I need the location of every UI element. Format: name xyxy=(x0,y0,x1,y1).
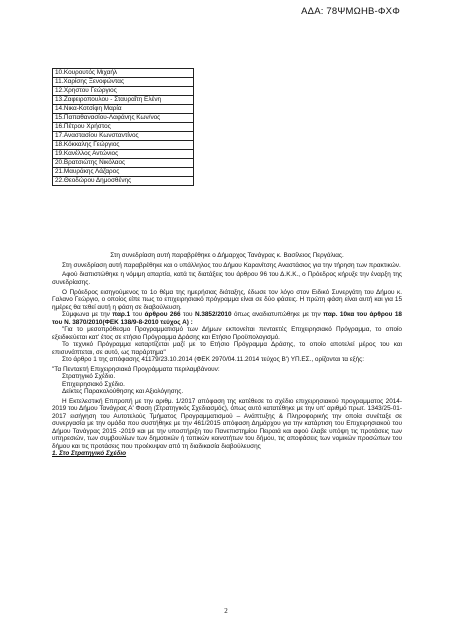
member-name: 11.Χαρίσης Ξενοφώντας xyxy=(53,78,194,87)
member-name: 15.Παπαθανασίου-Λαφάνης Κων/νος xyxy=(53,114,194,123)
paragraph-programmes-include: "Τα Πενταετή Επιχειρησιακά Προγράμματα περιλαμβάνουν: xyxy=(52,365,220,373)
table-row xyxy=(53,123,194,132)
paragraph-legal-basis: Σύμφωνα με την παρ.1 του άρθρου 266 του Ν.3852/2010 όπως αναδιατυπώθηκε με την παρ. 10κα του άρθρου 18 του Ν. 3870/2010(ΦΕΚ 138/9-8-2010 τεύχος Α) : xyxy=(52,311,402,326)
paragraph-mayor-present: Στη συνεδρίαση αυτή παραβρέθηκε ο Δήμαρχος Τανάγρας κ. Βασίλειος Περγάλιας. xyxy=(110,252,344,259)
member-name: 19.Κανέλλος Αντώνιος xyxy=(53,150,194,159)
section-heading: 1. Στο Στρατηγικό Σχέδιο xyxy=(52,450,127,458)
member-name: 21.Μαυράκης Λάζαρος xyxy=(53,168,194,177)
paragraph-employee-present: Στη συνεδρίαση αυτή παραβρέθηκε και ο υπάλληλος του Δήμου Καρανίτσης Αναστάσιος για την τήρηση των πρακτικών. xyxy=(62,261,401,269)
paragraph-introduction: Ο Πρόεδρος εισηγούμενος το 1ο θέμα της ημερήσιας διάταξης, έδωσε τον λόγο στον Ειδικό Συνεργάτη του Δήμου κ. Γαλανο Γεώργιο, ο οποίος είπε πως το επιχειρησιακό πρόγραμμα είναι σε δύο φάσεις. Η πρώτη φάση είναι αυτή και για 15 ημέρες θα τεθεί αυτή η φάση σε διαβούλευση. xyxy=(52,288,402,311)
paragraph-executive-committee: Η Εκτελεστική Επιτροπή με την αριθμ. 1/2017 απόφαση της κατέθεσε το σχέδιο επιχειρησιακού προγραμματος 2014-2019 του Δήμου Τανάγρας Α' Φαση (Στρατηγικός Σχεδιασμός), όπως αυτό κατατέθηκε με την υπ' αριθμό πρωτ. 1343/25-01-2017 εισήγηση του Αυτοτελούς Τμήματος Προγραμματισμού – Ανάπτυξης & Πληροφορικής την οποία συνέταξε σε συνεργασία με την ομάδα που συστήθηκε με την 461/2015 απόφαση Δημάρχου για την κατάρτιση του Επιχειρησιακού του Δήμου Τανάγρας 2015 -2019 και με την υποστήριξη του Πανεπιστημίου Πειραιά και αφού έλαβε υπόψη τις προτάσεις των υπηρεσιών, των συμβουλίων των δημοτικών ή τοπικών κοινοτήτων του δήμου, τις αποφάσεις των νομικών προσώπων του δήμου και τις προτάσεις που προέκυψαν από τη διαδικασία διαβούλευσης xyxy=(52,397,402,450)
member-name: 20.Βρατσιώτης Νικόλαος xyxy=(53,159,194,168)
member-name: 17.Αναστασίου Κωνσταντίνος xyxy=(53,132,194,141)
paragraph-decision-ref: Στο άρθρο 1 της απόφασης 41179/23.10.2014 (ΦΕΚ 2970/04.11.2014 τεύχος Β') ΥΠ.ΕΣ., ορίζονται τα εξής: xyxy=(62,356,365,364)
ada-code: ΑΔΑ: 78ΨΜΩΗΒ-ΦΧΦ xyxy=(301,6,400,17)
table-row xyxy=(53,96,194,105)
list-item: Δείκτες Παρακολούθησης και Αξιολόγησης. xyxy=(62,388,184,396)
document-body xyxy=(52,252,402,458)
member-name: 14.Νικα-Κοτσίφη Μαρία xyxy=(53,105,194,114)
table-row xyxy=(53,150,194,159)
paragraph-quorum: Αφού διαπιστώθηκε η νόμιμη απαρτία, κατά τις διατάξεις του άρθρου 96 του Δ.Κ.Κ., ο Πρόεδρος κήρυξε την έναρξη της συνεδρίασης. xyxy=(52,271,402,286)
table-row xyxy=(53,87,194,96)
member-name: 10.Κουρουτός Μιχαήλ xyxy=(53,69,194,78)
member-name: 22.Θεοδώρου Δημοσθένης xyxy=(53,177,194,186)
members-table xyxy=(52,68,194,186)
table-row xyxy=(53,78,194,87)
table-row xyxy=(53,159,194,168)
paragraph-quote-technical: Το τεχνικό Πρόγραμμα καταρτίζεται μαζί με το Ετήσιο Πρόγραμμα Δράσης, το οποίο αποτελεί μέρος του και επισυνάπτεται, σε αυτό, ως παράρτημα" xyxy=(52,341,402,356)
member-name: 18.Κόκκαλης Γεώργιος xyxy=(53,141,194,150)
table-row xyxy=(53,141,194,150)
member-name: 16.Πέτρου Χρήστος xyxy=(53,123,194,132)
list-item: Στρατηγικό Σχέδιο. xyxy=(62,373,116,381)
table-row xyxy=(53,177,194,186)
page-number: 2 xyxy=(224,607,228,615)
table-row xyxy=(53,114,194,123)
table-row xyxy=(53,105,194,114)
table-row xyxy=(53,132,194,141)
paragraph-quote-programme: "Για το μεσοπρόθεσμο Προγραμματισμό των Δήμων εκπονείται πενταετές Επιχειρησιακό Πρόγραμμα, το οποίο εξειδικεύεται κατ' έτος σε ετήσιο Πρόγραμμα Δράσης και Ετήσιο Προϋπολογισμό. xyxy=(52,326,402,341)
member-name: 13.Ζαφειροπουλου - Σταυραΐτη Ελένη xyxy=(53,96,194,105)
table-row xyxy=(53,69,194,78)
table-row xyxy=(53,168,194,177)
list-item: Επιχειρησιακό Σχέδιο. xyxy=(62,380,125,388)
member-name: 12.Χρηστου Γεώργιος xyxy=(53,87,194,96)
